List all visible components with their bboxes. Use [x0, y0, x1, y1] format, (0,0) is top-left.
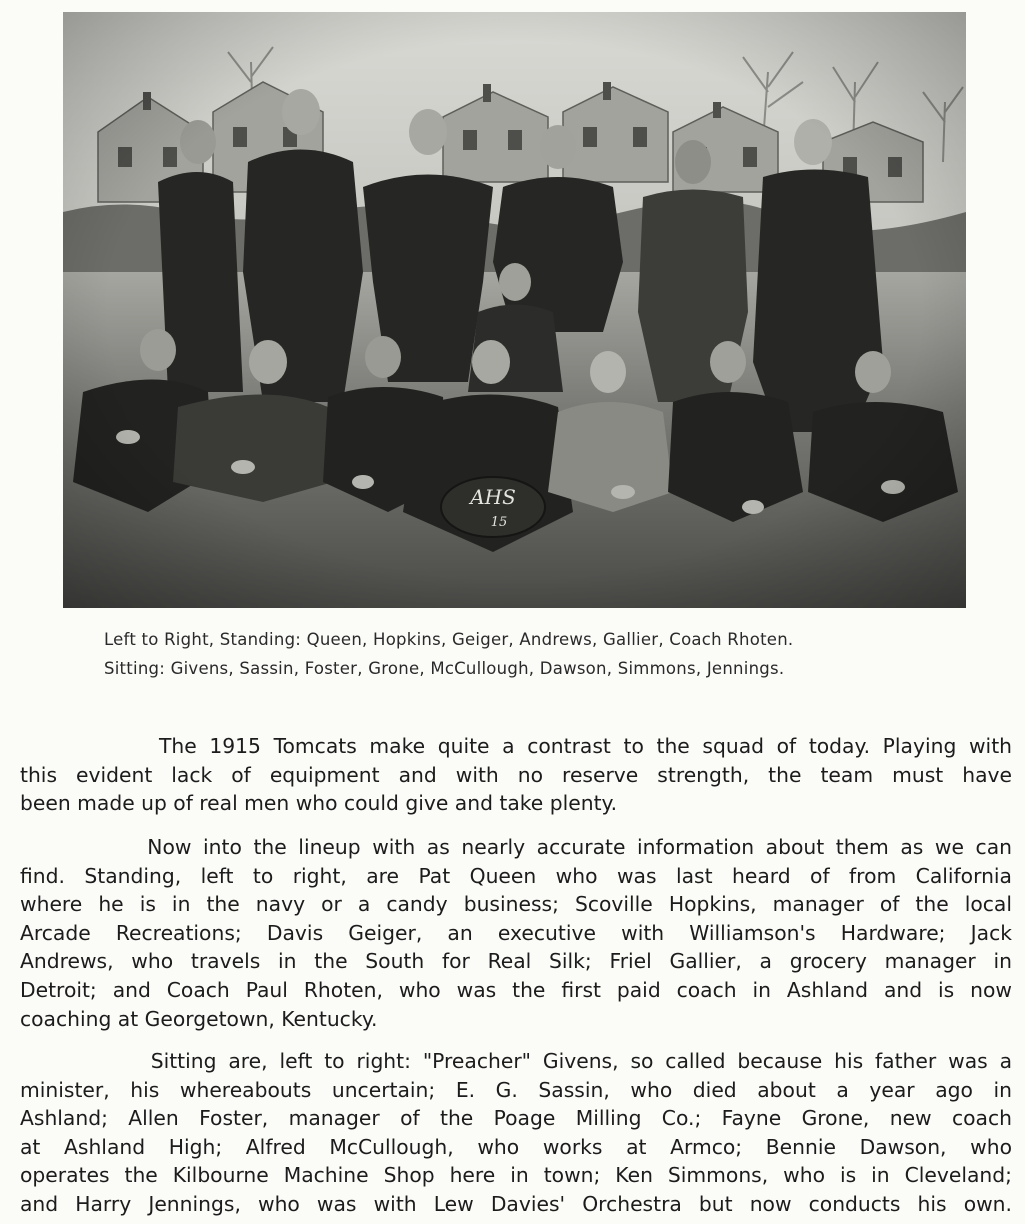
paragraph-line: minister, his whereabouts uncertain; E. G. Sassin, who died about a year ago in	[20, 1077, 1012, 1102]
paragraph-line: this evident lack of equipment and with no reserve strength, the team must have	[20, 762, 1012, 787]
paragraph-1	[20, 732, 1012, 818]
paragraph-line: where he is in the navy or a candy business; Scoville Hopkins, manager of the local	[20, 892, 1012, 917]
paragraph-line: Now into the lineup with as nearly accurate information about them as we can	[20, 835, 1012, 859]
team-photo-illustration	[63, 12, 966, 608]
paragraph-line: Detroit; and Coach Paul Rhoten, who was the first paid coach in Ashland and is now	[20, 977, 1012, 1002]
paragraph-line: operates the Kilbourne Machine Shop here in town; Ken Simmons, who is in Cleveland;	[20, 1163, 1012, 1188]
paragraph-line: Ashland; Allen Foster, manager of the Poage Milling Co.; Fayne Grone, new coach	[20, 1106, 1012, 1131]
paragraph-line: find. Standing, left to right, are Pat Queen who was last heard of from California	[20, 863, 1012, 888]
paragraph-line: The 1915 Tomcats make quite a contrast to the squad of today. Playing with	[20, 734, 1012, 758]
paragraph-line: and Harry Jennings, who was with Lew Davies' Orchestra but now conducts his own.	[20, 1191, 1012, 1216]
paragraph-line: been made up of real men who could give and take plenty.	[20, 791, 618, 816]
photo-caption-standing: Left to Right, Standing: Queen, Hopkins, Geiger, Andrews, Gallier, Coach Rhoten.	[104, 630, 794, 649]
team-photo	[63, 12, 966, 608]
paragraph-line: Sitting are, left to right: "Preacher" Givens, so called because his father was a	[20, 1049, 1012, 1073]
paragraph-2	[20, 833, 1012, 1033]
paragraph-3	[20, 1047, 1012, 1219]
paragraph-line: at Ashland High; Alfred McCullough, who works at Armco; Bennie Dawson, who	[20, 1134, 1012, 1159]
paragraph-line: coaching at Georgetown, Kentucky.	[20, 1006, 378, 1031]
paragraph-line: Arcade Recreations; Davis Geiger, an executive with Williamson's Hardware; Jack	[20, 920, 1012, 945]
paragraph-line: Andrews, who travels in the South for Real Silk; Friel Gallier, a grocery manager in	[20, 949, 1012, 974]
photo-caption-sitting: Sitting: Givens, Sassin, Foster, Grone, McCullough, Dawson, Simmons, Jennings.	[104, 659, 785, 678]
